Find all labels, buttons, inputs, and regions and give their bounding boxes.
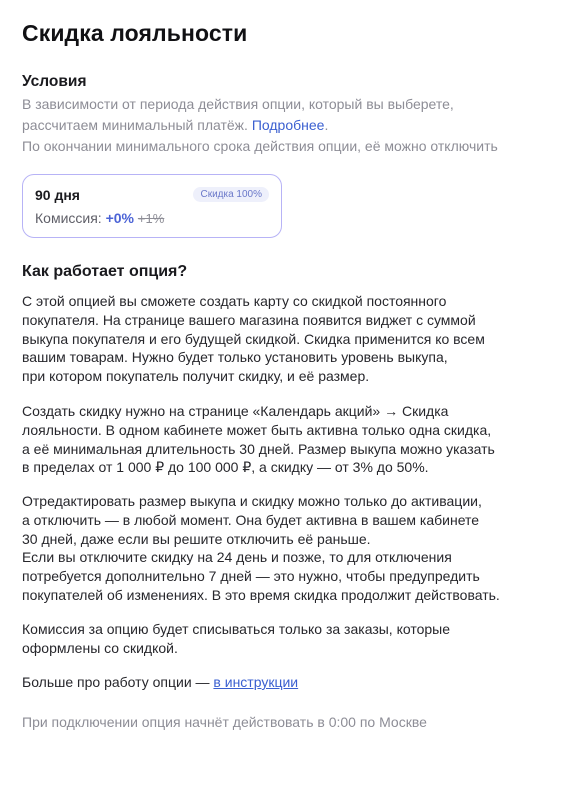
paragraph-2-line: а её минимальная длительность 30 дней. Размер выкупа можно указать (22, 440, 495, 457)
more-details-link[interactable]: Подробнее (251, 117, 325, 133)
conditions-line-2 (22, 115, 562, 136)
paragraph-4 (22, 620, 562, 658)
paragraph-4-line: Комиссия за опцию будет списываться только за заказы, которые (22, 621, 451, 637)
conditions-heading: Условия (22, 73, 87, 90)
paragraph-1-line: С этой опцией вы сможете создать карту со скидкой постоянного (22, 293, 447, 309)
conditions-line-3: По окончании минимального срока действия опции, её можно отключить (22, 138, 498, 154)
paragraph-1-line: выкупа покупателя и его будущей скидкой. Скидка применится ко всем (22, 330, 485, 347)
paragraph-1-line: покупателя. На странице вашего магазина появится виджет с суммой (22, 311, 476, 328)
activation-note-text: При подключении опция начнёт действовать в 0:00 по Москве (22, 714, 427, 730)
paragraph-2-line: лояльности. В одном кабинете может быть активна только одна скидка, (22, 421, 492, 438)
paragraph-3-line: Отредактировать размер выкупа и скидку можно только до активации, (22, 493, 482, 509)
paragraph-4-line: оформлены со скидкой. (22, 639, 178, 656)
conditions-line-1: В зависимости от периода действия опции, который вы выберете, (22, 96, 454, 112)
more-info-line (22, 673, 562, 692)
paragraph-3-line: 30 дней, даже если вы решите отключить её раньше. (22, 530, 371, 547)
conditions-line-2-text: рассчитаем минимальный платёж. (22, 117, 252, 133)
option-period-card[interactable] (22, 174, 282, 238)
paragraph-2 (22, 402, 562, 477)
activation-note (22, 713, 562, 732)
page-title: Скидка лояльности (22, 20, 248, 46)
more-info-row (22, 673, 562, 692)
commission-old-value: +1% (137, 211, 165, 226)
paragraph-3-line: потребуется дополнительно 7 дней — это нужно, чтобы предупредить (22, 568, 480, 585)
commission-new-value: +0% (105, 210, 134, 226)
commission-label: Комиссия: (35, 210, 106, 226)
more-info-text: Больше про работу опции — (22, 674, 214, 690)
paragraph-1-line: при котором покупатель получит скидку, и её размер. (22, 368, 370, 385)
paragraph-1-line: вашим товарам. Нужно будет только установить уровень выкупа, (22, 349, 448, 366)
paragraph-3-line: Если вы отключите скидку на 24 день и позже, то для отключения (22, 549, 452, 566)
conditions-description (22, 94, 562, 157)
paragraph-3-line: покупателей об изменениях. В это время скидка продолжит действовать. (22, 586, 500, 603)
paragraph-1 (22, 292, 562, 386)
how-it-works-heading: Как работает опция? (22, 263, 188, 280)
conditions-line-2-end: . (324, 117, 329, 133)
paragraph-2-line: Создать скидку нужно на странице «Календарь акций» → Скидка (22, 403, 449, 419)
paragraph-3-line: а отключить — в любой момент. Она будет активна в вашем кабинете (22, 511, 480, 528)
instruction-link[interactable]: в инструкции (213, 674, 299, 690)
discount-badge: Скидка 100% (193, 187, 269, 202)
option-days: 90 дня (35, 187, 80, 203)
commission-row (35, 210, 164, 226)
paragraph-3 (22, 492, 562, 605)
paragraph-2-line: в пределах от 1 000 ₽ до 100 000 ₽, а скидку — от 3% до 50%. (22, 459, 429, 476)
